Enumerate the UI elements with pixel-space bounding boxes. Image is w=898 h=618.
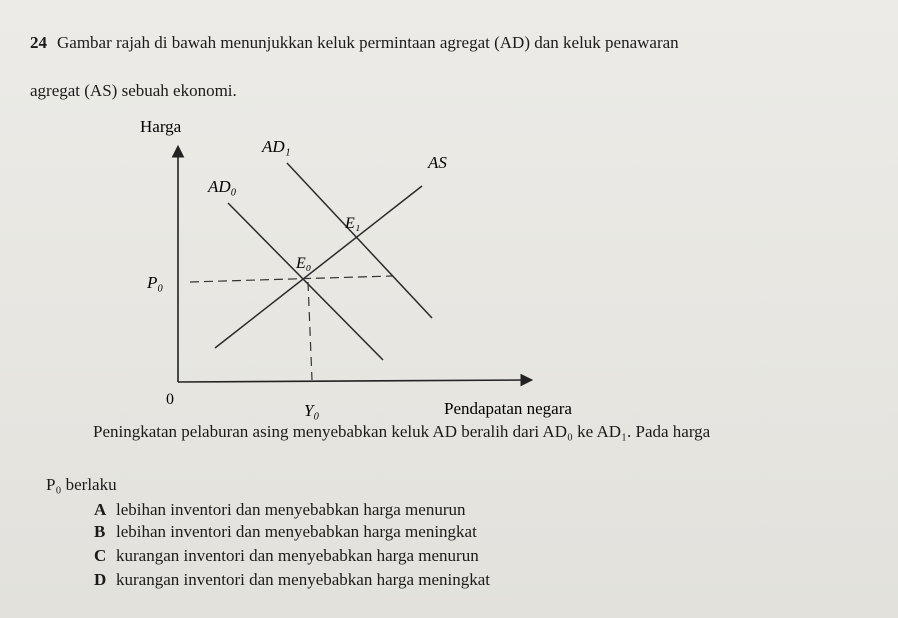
option-letter: D: [94, 570, 107, 589]
option-letter: C: [94, 546, 107, 565]
as-label: AS: [428, 153, 447, 172]
as-curve: [215, 186, 422, 348]
y0-dashed-line: [308, 282, 312, 380]
ad1-label: AD₁: [262, 137, 291, 156]
y0-label: Y₀: [304, 401, 320, 420]
option-text: lebihan inventori dan menyebabkan harga menurun: [116, 500, 466, 519]
option-text: lebihan inventori dan menyebabkan harga meningkat: [116, 522, 477, 541]
option-b[interactable]: [94, 522, 477, 542]
option-text: kurangan inventori dan menyebabkan harga menurun: [116, 546, 479, 565]
ad1-curve: [287, 163, 432, 318]
question-stem-text-1: Gambar rajah di bawah menunjukkan keluk permintaan agregat (AD) dan keluk penawaran: [57, 33, 679, 52]
origin-label: 0: [166, 391, 174, 408]
question-stem-line-2: agregat (AS) sebuah ekonomi.: [30, 81, 237, 100]
option-a[interactable]: [94, 500, 466, 520]
p0-dashed-line: [190, 276, 392, 282]
option-letter: A: [94, 500, 107, 519]
ad-as-diagram: [120, 112, 740, 432]
p0-label: P₀: [147, 273, 164, 292]
x-axis-label: Pendapatan negara: [444, 399, 572, 418]
option-c[interactable]: [94, 546, 479, 566]
question-number: 24: [30, 33, 47, 52]
option-d[interactable]: [94, 570, 490, 590]
option-letter: B: [94, 522, 106, 541]
option-text: kurangan inventori dan menyebabkan harga meningkat: [116, 570, 491, 589]
question-stem-line-1: [30, 33, 679, 53]
ad0-label: AD₀: [208, 177, 237, 196]
e1-label: E₁: [345, 215, 361, 232]
y-axis-label: Harga: [140, 117, 182, 136]
question-prompt-line-1: Peningkatan pelaburan asing menyebabkan keluk AD beralih dari AD₀ ke AD₁. Pada harga: [93, 422, 711, 441]
e0-label: E₀: [296, 255, 312, 272]
question-prompt-line-2: P₀ berlaku: [46, 475, 117, 494]
x-axis: [178, 380, 530, 382]
